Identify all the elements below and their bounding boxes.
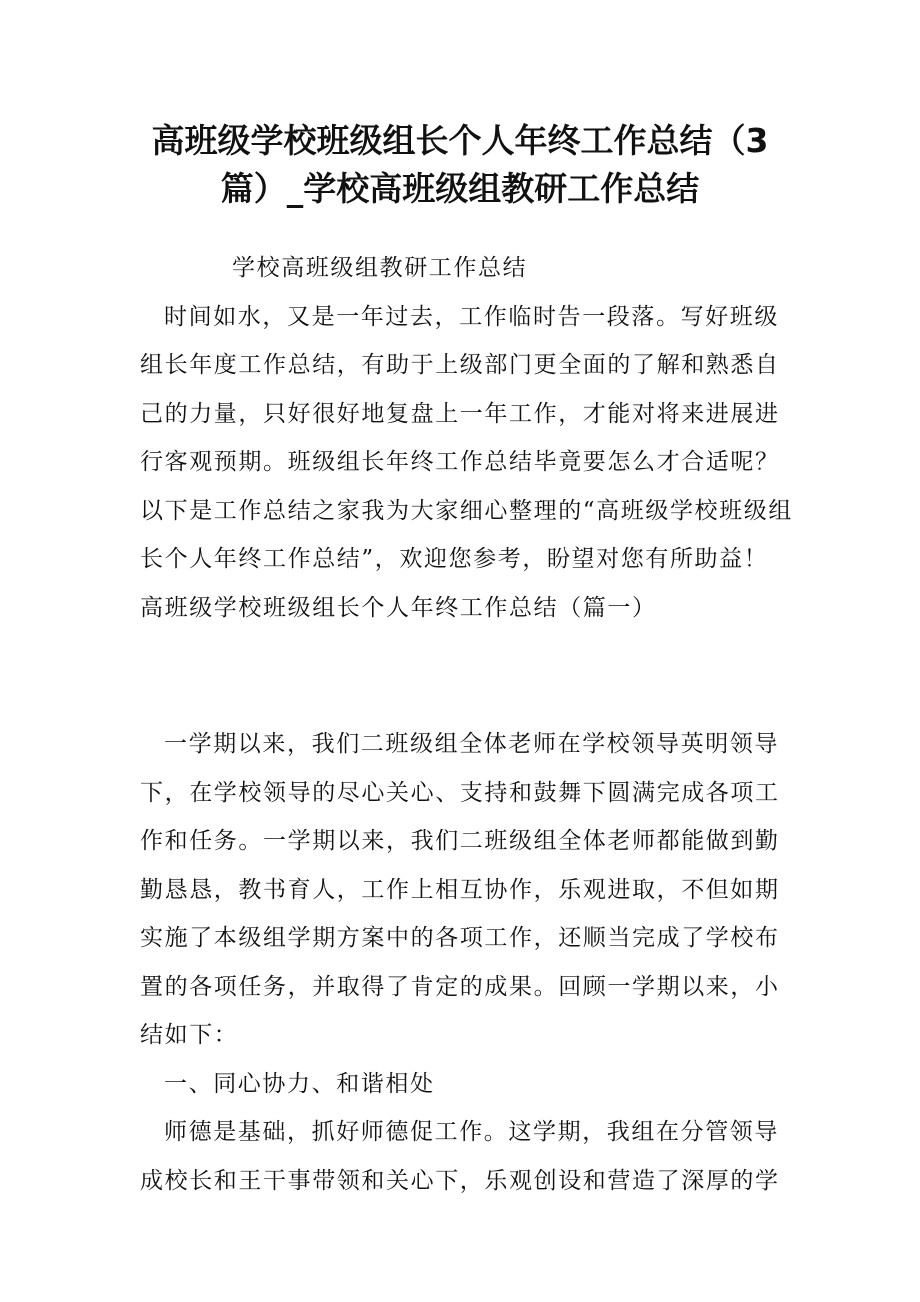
blank-line xyxy=(140,632,800,680)
intro-paragraph: 时间如水，又是一年过去，工作临时告一段落。写好班级组长年度工作总结，有助于上级部门更全面的了解和熟悉自己的力量，只好很好地复盘上一年工作，才能对将来进展进行客观预期。班级组长年终工作总结毕竟要怎么才合适呢？以下是工作总结之家我为大家细心整理的“高班级学校班级组长个人年终工作总结”，欢迎您参考，盼望对您有所助益！ xyxy=(140,303,793,572)
subtitle: 学校高班级组教研工作总结 xyxy=(232,255,528,281)
title-line-1: 高班级学校班级组长个人年终工作总结（3 xyxy=(151,121,769,160)
paragraph-2: 师德是基础，抓好师德促工作。这学期，我组在分管领导成校长和王干事带领和关心下，乐观创设和营造了深厚的学 xyxy=(140,1119,780,1194)
document-body xyxy=(140,244,800,1205)
document-title xyxy=(120,117,800,213)
title-line-2: 篇）_学校高班级组教研工作总结 xyxy=(220,169,700,208)
section-heading: 高班级学校班级组长个人年终工作总结（篇一） xyxy=(140,594,657,621)
point-1-heading: 一、同心协力、和谐相处 xyxy=(164,1070,435,1097)
paragraph-1: 一学期以来，我们二班级组全体老师在学校领导英明领导下，在学校领导的尽心关心、支持和鼓舞下圆满完成各项工作和任务。一学期以来，我们二班级组全体老师都能做到勤勤恳恳，教书育人，工作上相互协作，乐观进取，不但如期实施了本级组学期方案中的各项工作，还顺当完成了学校布置的各项任务，并取得了肯定的成果。回顾一学期以来，小结如下： xyxy=(140,731,780,1048)
